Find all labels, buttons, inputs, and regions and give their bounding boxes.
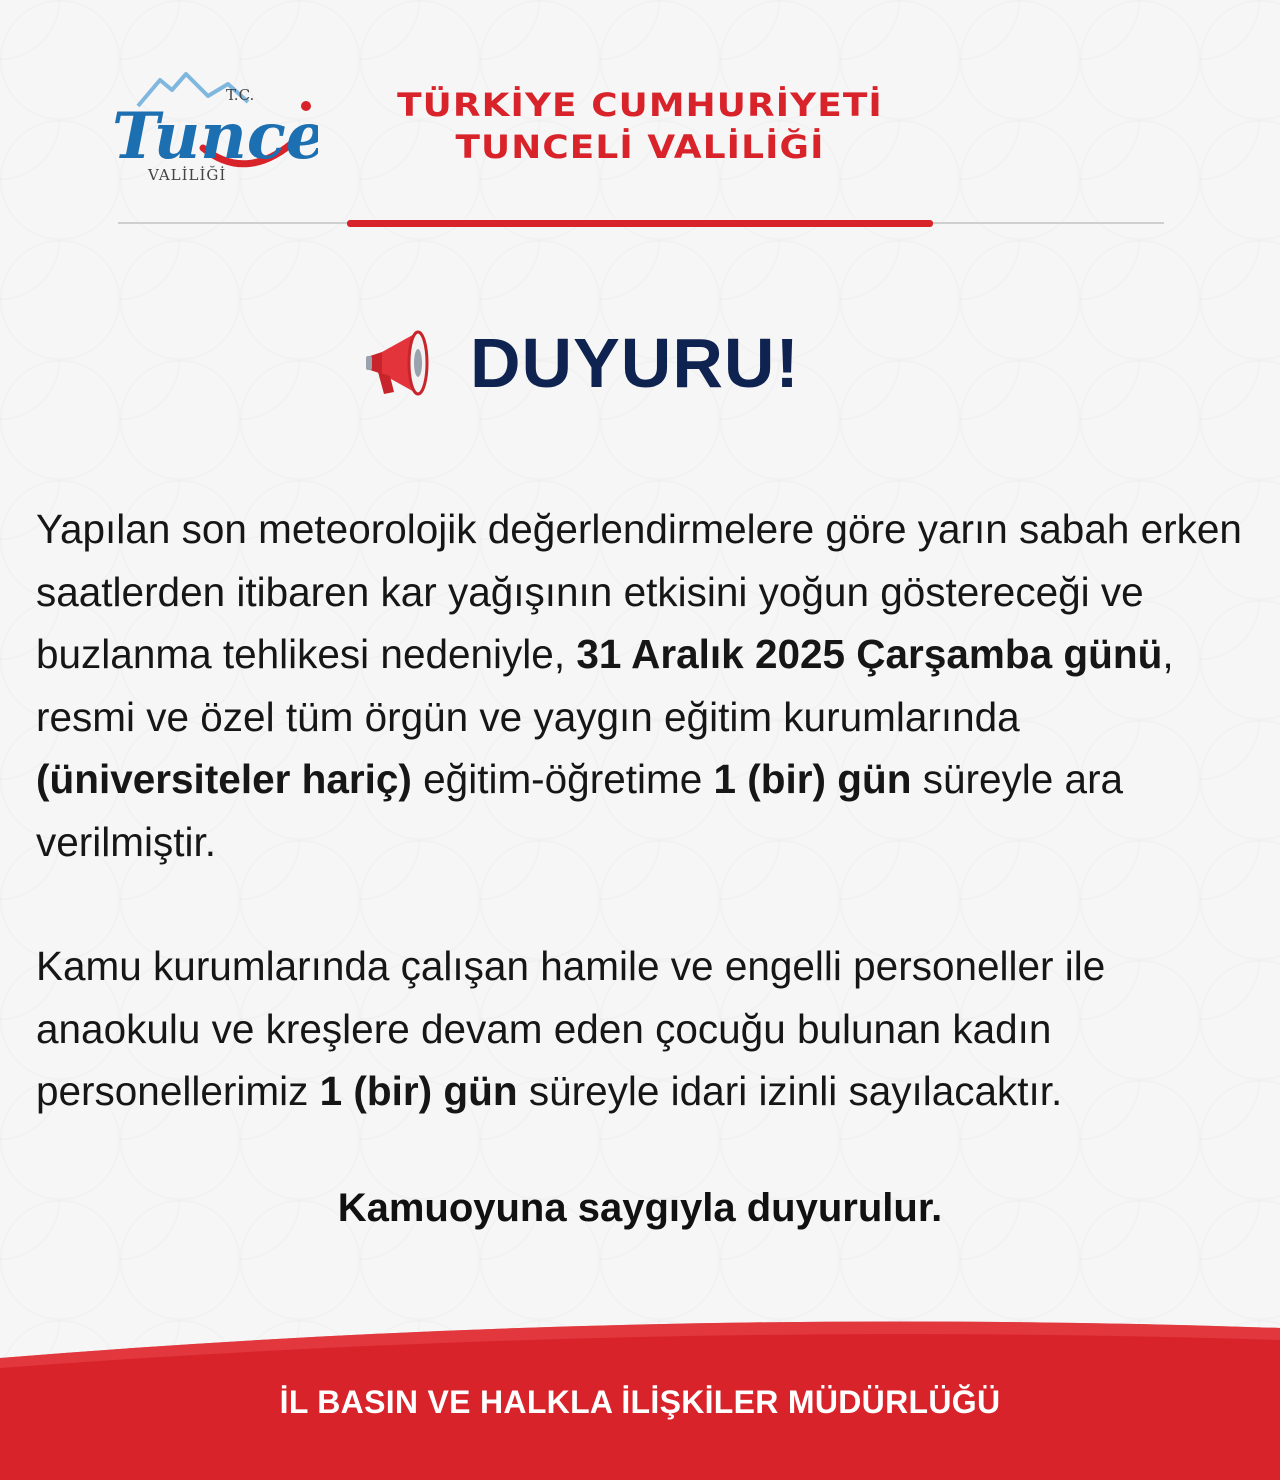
announcement-title: DUYURU! <box>470 324 800 402</box>
header-title-line2: TUNCELİ VALİLİĞİ <box>455 128 825 166</box>
megaphone-icon <box>360 322 442 404</box>
paragraph1-text: , resmi ve özel tüm örgün ve yaygın eğitim kurumlarında <box>36 631 1174 740</box>
header-divider-accent <box>347 220 933 227</box>
paragraph1-date: 31 Aralık 2025 Çarşamba günü <box>576 631 1163 677</box>
footer-text: İL BASIN VE HALKLA İLİŞKİLER MÜDÜRLÜĞÜ <box>279 1384 1001 1420</box>
closing-statement: Kamuoyuna saygıyla duyurulur. <box>337 1186 943 1230</box>
header-title-line1: TÜRKİYE CUMHURİYETİ <box>397 86 883 124</box>
paragraph2-duration: 1 (bir) gün <box>319 1068 518 1114</box>
paragraph1-text: Yapılan son meteorolojik değerlendirmelere göre yarın sabah erken saatlerden itibaren kar yağışının etkisini yoğun göstereceği ve buzlanma tehlikesi nedeniyle, <box>36 506 1242 677</box>
logo-script-text: Tunc <box>112 99 286 174</box>
paragraph1-text: süreyle ara verilmiştir. <box>36 756 1124 865</box>
tunceli-valiligi-logo <box>108 66 318 186</box>
logo-sub-text: VALİLİĞİ <box>148 166 227 184</box>
paragraph1-text: eğitim-öğretime <box>411 756 714 802</box>
paragraph1-exception: (üniversiteler hariç) <box>36 756 412 802</box>
header-title <box>340 84 940 168</box>
paragraph2-text: süreyle idari izinli sayılacaktır. <box>517 1068 1063 1114</box>
paragraph-school-closure <box>36 498 1251 873</box>
paragraph-staff-leave <box>36 935 1251 1123</box>
paragraph2-text: Kamu kurumlarında çalışan hamile ve engelli personeller ile anaokulu ve kreşlere devam eden çocuğu bulunan kadın personellerimiz <box>36 943 1106 1114</box>
announcement-heading <box>360 318 800 408</box>
logo-tc-text: T.C. <box>226 86 255 104</box>
logo-graphic <box>108 66 318 186</box>
paragraph1-duration: 1 (bir) gün <box>713 756 912 802</box>
